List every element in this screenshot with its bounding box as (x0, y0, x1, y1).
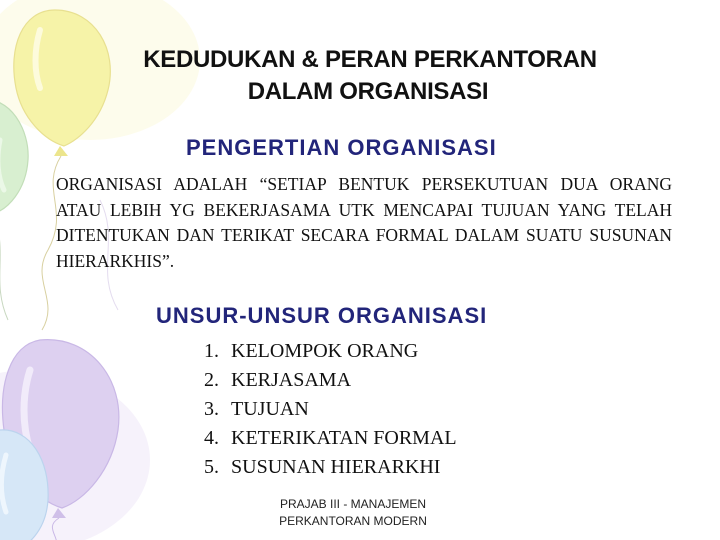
slide-footer (250, 496, 456, 530)
list-item-label: SUSUNAN HIERARKHI (231, 456, 441, 478)
elements-list (204, 337, 457, 482)
list-item-number: 2. (204, 369, 219, 391)
list-item (204, 337, 457, 366)
footer-line1: PRAJAB III - MANAJEMEN (279, 497, 427, 511)
list-item-number: 1. (204, 340, 219, 362)
list-item-label: KERJASAMA (231, 369, 352, 391)
list-item (204, 424, 457, 453)
list-item-label: KETERIKATAN FORMAL (231, 427, 457, 449)
section-heading-pengertian: PENGERTIAN ORGANISASI (186, 135, 497, 160)
slide-title-line1: KEDUDUKAN & PERAN PERKANTORAN (143, 46, 597, 73)
list-item (204, 395, 457, 424)
slide-title-line2: DALAM ORGANISASI (247, 78, 489, 105)
list-item-number: 3. (204, 398, 219, 420)
balloon-green-icon (0, 100, 28, 320)
section-heading-unsur: UNSUR-UNSUR ORGANISASI (156, 303, 488, 328)
list-item-label: TUJUAN (231, 398, 309, 420)
list-item (204, 453, 457, 482)
list-item-label: KELOMPOK ORANG (231, 340, 419, 362)
definition-paragraph: ORGANISASI ADALAH “SETIAP BENTUK PERSEKUTUAN DUA ORANG ATAU LEBIH YG BEKERJASAMA UTK MENCAPAI TUJUAN YANG TELAH DITENTUKAN DAN TERIKAT SECARA FORMAL DALAM SUATU SUSUNAN HIERARKHIS”. (56, 174, 672, 271)
slide-title (0, 44, 720, 108)
list-item-number: 4. (204, 427, 219, 449)
footer-line2: PERKANTORAN MODERN (279, 514, 427, 528)
list-item (204, 366, 457, 395)
list-item-number: 5. (204, 456, 219, 478)
